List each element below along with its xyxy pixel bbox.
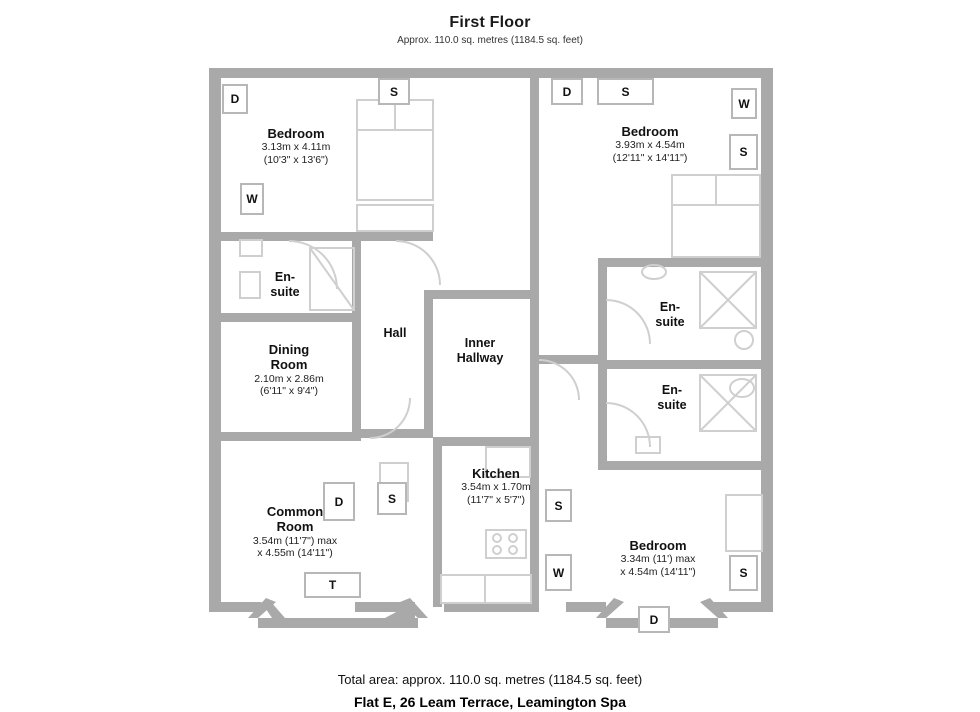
fixture-tag-d-bed3-bottom: D <box>638 606 670 633</box>
page-subtitle: Approx. 110.0 sq. metres (1184.5 sq. feet) <box>397 35 583 46</box>
fixture-tag-s-common: S <box>377 482 407 515</box>
room-dim-imperial: (6'11" x 9'4") <box>260 385 318 398</box>
room-dim-imperial: (11'7" x 5'7") <box>467 493 525 506</box>
total-area-text: Total area: approx. 110.0 sq. metres (1184.5 sq. feet) <box>337 672 643 687</box>
page-title: First Floor <box>449 14 531 31</box>
room-name-line1: Common <box>266 504 324 519</box>
fixture-tag-w-top-right: W <box>731 88 757 119</box>
fixture-tag-d-top-left: D <box>222 84 248 114</box>
room-name-line2: Room <box>276 519 314 535</box>
room-dim-metric: 3.34m (11') max <box>620 553 696 566</box>
room-name: Bedroom <box>267 126 325 141</box>
room-name: Kitchen <box>472 466 520 481</box>
room-name: Bedroom <box>621 124 679 139</box>
room-name-line2: Room <box>270 357 308 373</box>
room-name-line1: Inner <box>464 336 496 350</box>
room-dim-metric: 3.54m x 1.70m <box>461 481 531 494</box>
room-name-line2: suite <box>657 397 687 412</box>
fixture-tag-s-kitchen: S <box>545 489 572 522</box>
room-dim-metric: 3.54m (11'7") max <box>252 534 338 547</box>
fixture-tag-w-left: W <box>240 183 264 215</box>
room-dim-metric: 2.10m x 2.86m <box>254 372 324 385</box>
fixture-tag-d-common: D <box>323 482 355 521</box>
room-name: Bedroom <box>629 538 687 553</box>
room-name-line1: Dining <box>268 342 310 357</box>
room-name-line1: En- <box>661 383 683 397</box>
room-dim-imperial: (12'11" x 14'11") <box>612 151 688 164</box>
room-name-line2: suite <box>270 284 300 299</box>
room-name-line1: En- <box>274 270 296 284</box>
room-name: Hall <box>383 326 407 340</box>
room-name-line1: En- <box>659 300 681 314</box>
room-dim-imperial: x 4.55m (14'11") <box>257 547 333 560</box>
fixture-tag-w-kitchen: W <box>545 554 572 591</box>
fixture-tag-s-top-mid: S <box>597 78 654 105</box>
fixture-tag-s-bed3: S <box>729 555 758 591</box>
room-name-line2: suite <box>655 314 685 329</box>
walls-layer <box>209 68 773 628</box>
fixture-tag-s-top-left: S <box>378 78 410 105</box>
room-dim-imperial: x 4.54m (14'11") <box>620 565 696 578</box>
room-dim-metric: 3.93m x 4.54m <box>615 139 685 152</box>
room-dim-imperial: (10'3" x 13'6") <box>263 153 329 166</box>
property-address: Flat E, 26 Leam Terrace, Leamington Spa <box>353 694 627 710</box>
fixture-tag-s-right-upper: S <box>729 134 758 170</box>
fixture-tag-d-top-mid: D <box>551 78 583 105</box>
room-dim-metric: 3.13m x 4.11m <box>261 141 331 154</box>
fixture-tag-t-common: T <box>304 572 361 598</box>
room-name-line2: Hallway <box>456 350 504 365</box>
